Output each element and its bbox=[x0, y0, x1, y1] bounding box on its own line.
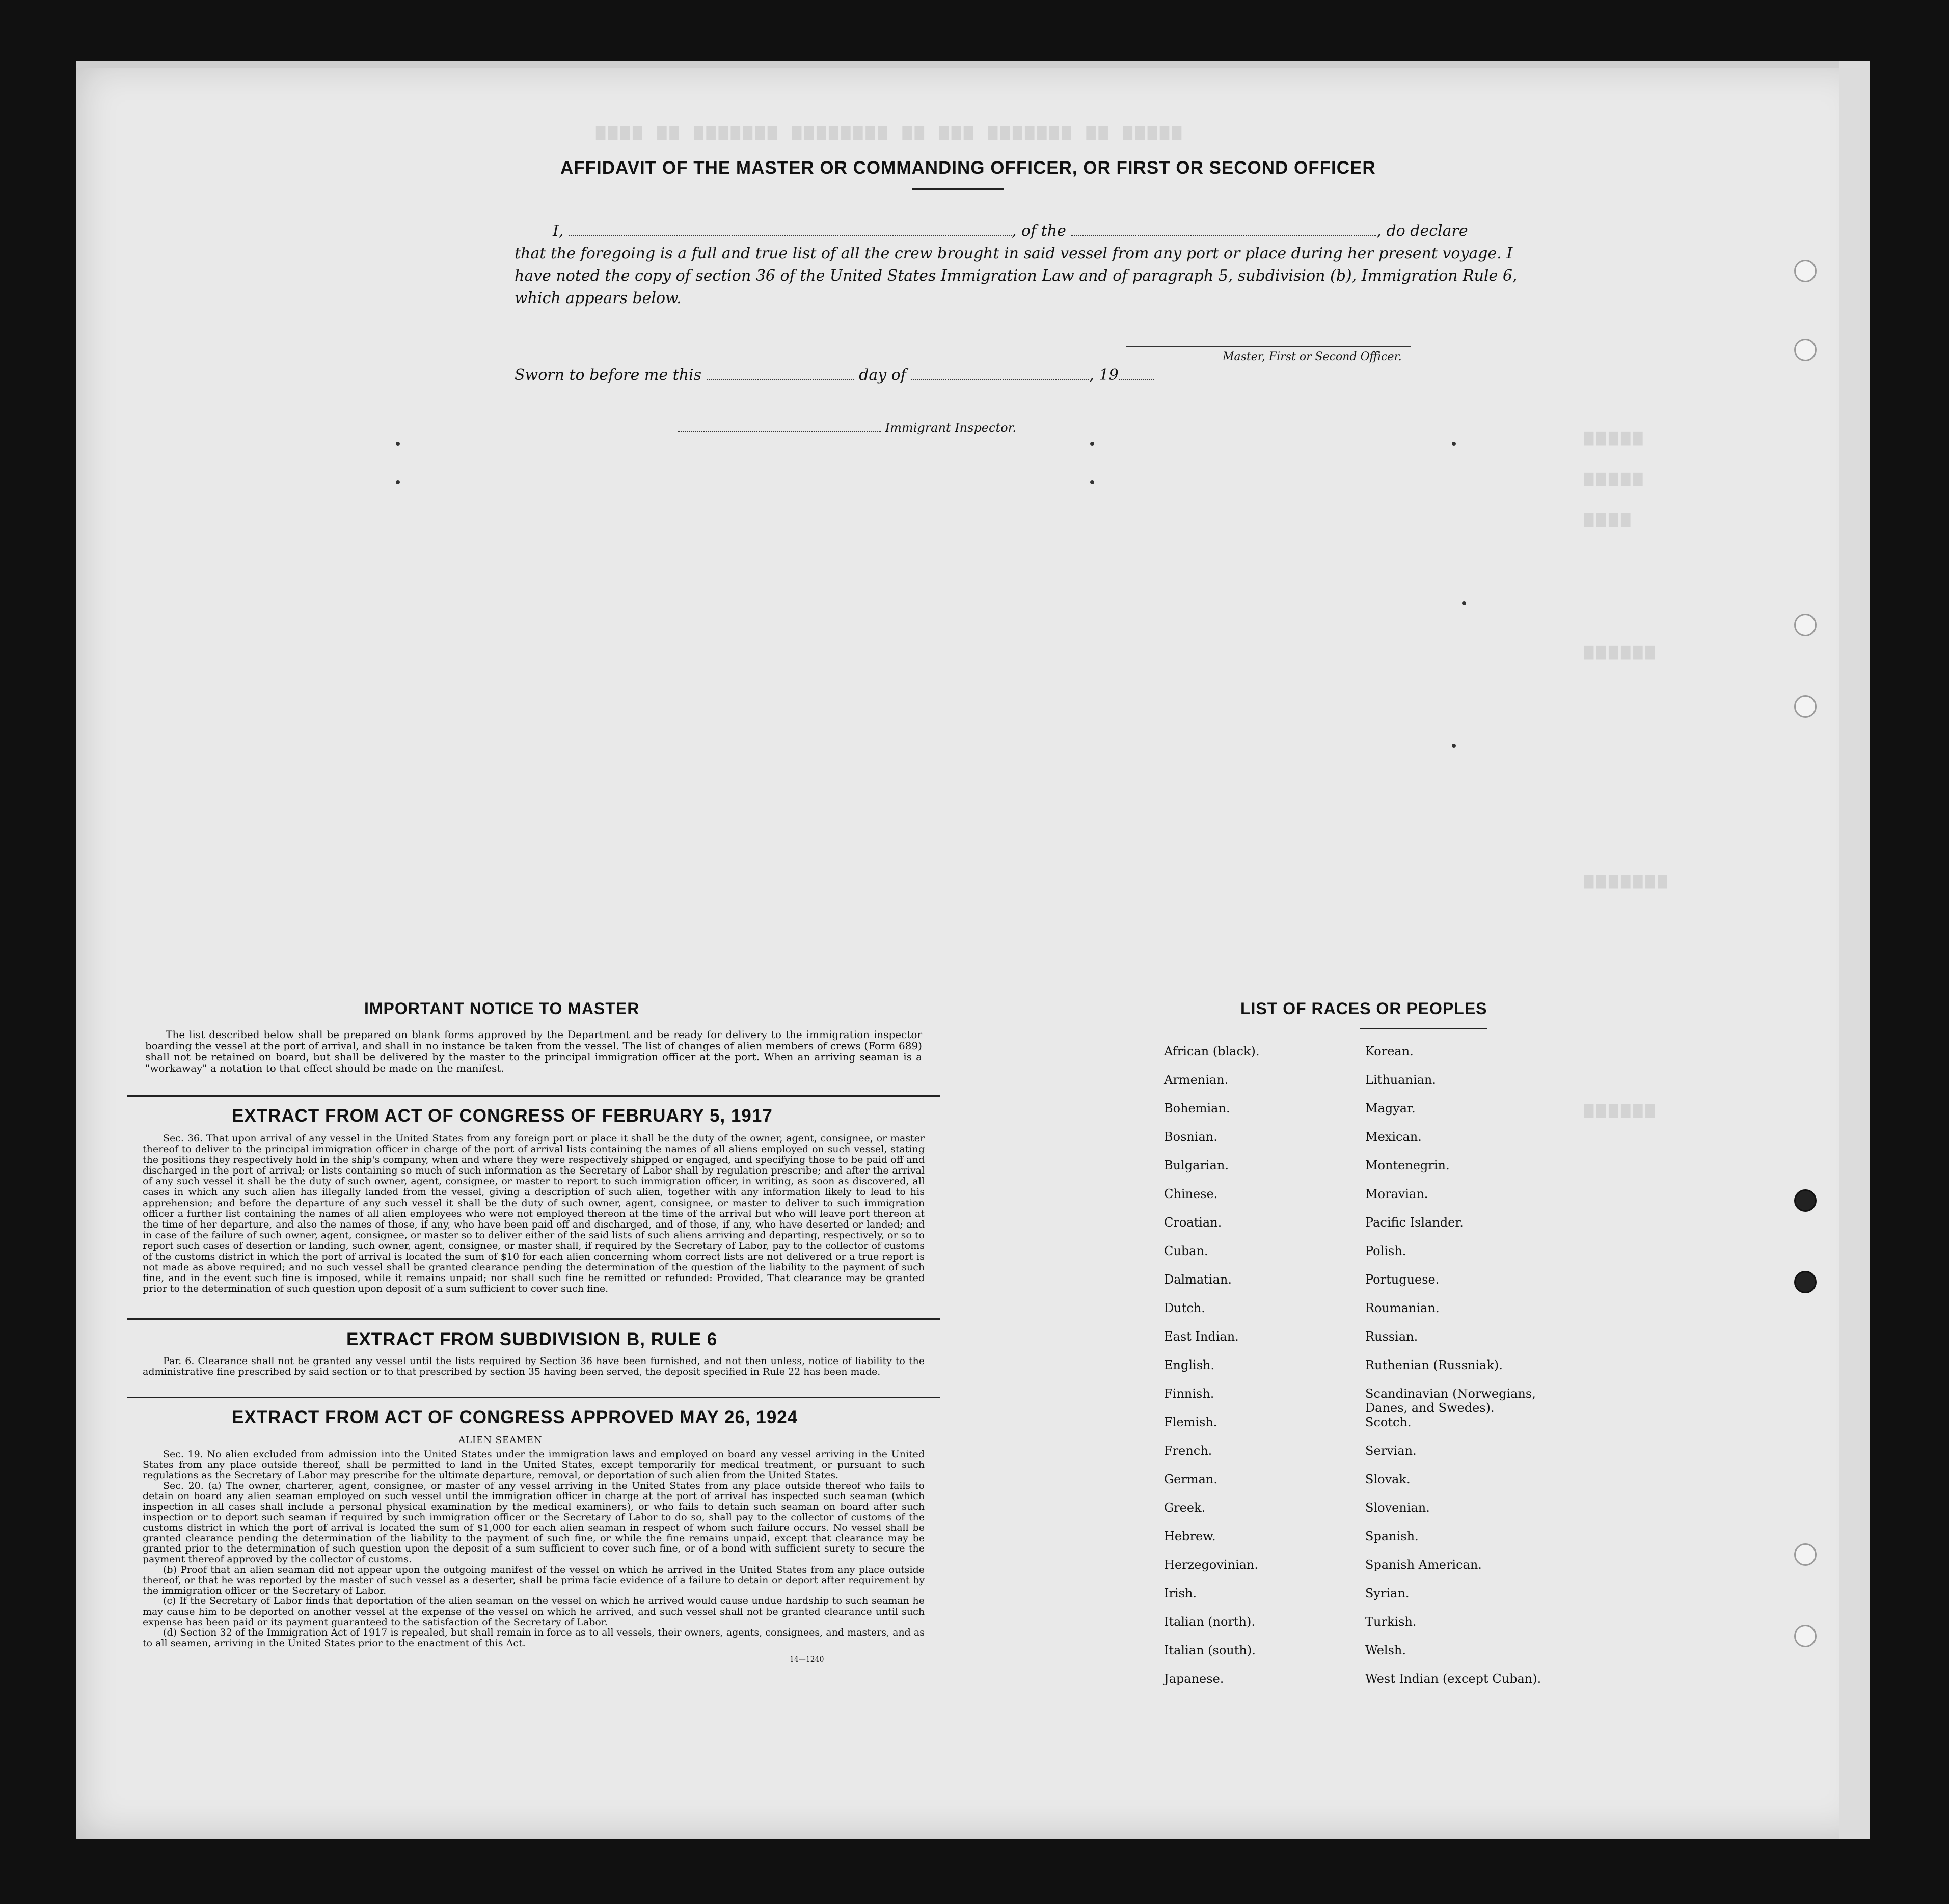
race-item: Slovenian. bbox=[1365, 1501, 1430, 1515]
signature-line[interactable] bbox=[1126, 346, 1411, 347]
officer-name-field[interactable] bbox=[569, 222, 1012, 236]
binder-hole bbox=[1794, 260, 1817, 282]
paper-edge-right bbox=[1839, 61, 1870, 1839]
binder-hole bbox=[1794, 339, 1817, 361]
race-item: Russian. bbox=[1365, 1329, 1418, 1344]
extract-1917-title: EXTRACT FROM ACT OF CONGRESS OF FEBRUARY 5, 1917 bbox=[232, 1106, 773, 1126]
race-item: Spanish. bbox=[1365, 1529, 1419, 1543]
extract-1924-body bbox=[143, 1449, 925, 1648]
extract-1924-subtitle: ALIEN SEAMEN bbox=[458, 1435, 543, 1446]
race-item: African (black). bbox=[1164, 1044, 1260, 1058]
stray-mark bbox=[1452, 442, 1456, 446]
binder-hole bbox=[1794, 1271, 1817, 1293]
notice-title: IMPORTANT NOTICE TO MASTER bbox=[364, 999, 640, 1018]
declaration-text: that the foregoing is a full and true list of all the crew brought in said vessel from any port or place during her present voyage. I have noted the copy of section 36 of the United States Immigration Law and of paragraph 5, subdivision (b), Immigration Rule 6, which appears below. bbox=[515, 244, 1518, 307]
bleed-through-row: ▆▆▆▆▆▆▆ bbox=[1584, 871, 1670, 889]
vessel-name-field[interactable] bbox=[1071, 222, 1376, 236]
stray-mark bbox=[1090, 442, 1094, 446]
race-item: Moravian. bbox=[1365, 1187, 1428, 1201]
declare-end-label: , do declare bbox=[1376, 222, 1468, 240]
binder-hole bbox=[1794, 1189, 1817, 1212]
race-item: Armenian. bbox=[1164, 1073, 1229, 1087]
declare-of-label: , of the bbox=[1011, 222, 1066, 240]
race-item: Irish. bbox=[1164, 1586, 1197, 1600]
stray-mark bbox=[1452, 744, 1456, 748]
bleed-through-row: ▆▆▆▆▆▆ bbox=[1584, 1100, 1658, 1118]
section-19: Sec. 19. No alien excluded from admission into the United States under the immigration laws and employed on board any vessel arriving in the United States from any place outside thereof, shall be permitted to land in the United States, except temporarily for medical treatment, or pursuant to such regulations as the Secretary of Labor may prescribe for the ultimate departure, removal, or deportation of such alien from the United States. bbox=[143, 1449, 925, 1481]
race-item: Dalmatian. bbox=[1164, 1272, 1232, 1287]
document-page bbox=[76, 61, 1870, 1839]
race-item: Polish. bbox=[1365, 1244, 1406, 1258]
race-item: Syrian. bbox=[1365, 1586, 1410, 1600]
race-item: Turkish. bbox=[1365, 1615, 1417, 1629]
race-item: Cuban. bbox=[1164, 1244, 1208, 1258]
race-item: Ruthenian (Russniak). bbox=[1365, 1358, 1503, 1372]
race-item: German. bbox=[1164, 1472, 1217, 1486]
sworn-year-prefix: , 19 bbox=[1089, 366, 1119, 384]
race-item: Lithuanian. bbox=[1365, 1073, 1437, 1087]
bleed-through-row: ▆▆▆▆▆▆ bbox=[1584, 642, 1658, 660]
race-item: Scandinavian (Norwegians, Danes, and Swedes). bbox=[1365, 1386, 1536, 1415]
sworn-prefix: Sworn to before me this bbox=[515, 366, 702, 384]
race-item: Bosnian. bbox=[1164, 1130, 1217, 1144]
bleed-through-row: ▆▆▆▆▆ bbox=[1584, 428, 1646, 446]
race-item: West Indian (except Cuban). bbox=[1365, 1672, 1541, 1686]
binder-hole bbox=[1794, 1543, 1817, 1566]
race-item: Pacific Islander. bbox=[1365, 1215, 1464, 1230]
race-item: Italian (south). bbox=[1164, 1643, 1256, 1657]
race-item: Finnish. bbox=[1164, 1386, 1214, 1401]
race-item: French. bbox=[1164, 1444, 1212, 1458]
race-item: Chinese. bbox=[1164, 1187, 1218, 1201]
race-item: Greek. bbox=[1164, 1501, 1206, 1515]
race-item: Welsh. bbox=[1365, 1643, 1406, 1657]
race-item: Dutch. bbox=[1164, 1301, 1205, 1315]
race-item: Flemish. bbox=[1164, 1415, 1217, 1429]
races-title: LIST OF RACES OR PEOPLES bbox=[1240, 999, 1487, 1018]
affidavit-title: AFFIDAVIT OF THE MASTER OR COMMANDING OFFICER, OR FIRST OR SECOND OFFICER bbox=[560, 158, 1376, 178]
extract-1924-title: EXTRACT FROM ACT OF CONGRESS APPROVED MAY 26, 1924 bbox=[232, 1407, 798, 1427]
race-item: Italian (north). bbox=[1164, 1615, 1256, 1629]
stray-mark bbox=[1462, 601, 1466, 605]
extract-1917-body: Sec. 36. That upon arrival of any vessel in the United States from any foreign port or place it shall be the duty of the owner, agent, consignee, or master thereof to deliver to the principal immigration officer in charge of the port of arrival lists containing the names of all aliens employed on such vessel, stating the positions they respectively hold in the ship's company, when and where they were respectively shipped or engaged, and specifying those to be paid off and discharged in the port of arrival; or lists containing so much of such information as the Secretary of Labor shall by regulation prescribe; and after the arrival of any such vessel it shall be the duty of such owner, agent, consignee, or master to report to such immigration officer, in writing, as soon as discovered, all cases in which any such alien has illegally landed from the vessel, giving a description of such alien, together with any information likely to lead to his apprehension; and before the departure of any such vessel it shall be the duty of such owner, agent, consignee, or master to deliver to such immigration officer a further list containing the names of all alien employees who were not employed thereon at the time of the arrival but who will leave port thereon at the time of her departure, and also the names of those, if any, who have been paid off and discharged, and of those, if any, who have deserted or landed; and in case of the failure of such owner, agent, consignee, or master so to deliver either of the said lists of such aliens arriving and departing, respectively, or so to report such cases of desertion or landing, such owner, agent, consignee, or master shall, if required by the Secretary of Labor, pay to the collector of customs of the customs district in which the port of arrival is located the sum of $10 for each alien concerning whom correct lists are not delivered or a true report is not made as above required; and no such vessel shall be granted clearance pending the determination of the question of the liability to the payment of such fine, and in the event such fine is imposed, while it remains unpaid; nor shall such fine be remitted or refunded: Provided, That clearance may be granted prior to the determination of such question upon deposit of a sum sufficient to cover such fine. bbox=[143, 1133, 925, 1295]
races-column-1 bbox=[1164, 1044, 1259, 1700]
race-item: Bulgarian. bbox=[1164, 1158, 1229, 1173]
race-item: Magyar. bbox=[1365, 1101, 1416, 1116]
section-20a: Sec. 20. (a) The owner, charterer, agent, consignee, or master of any vessel arriving in the United States from any place outside thereof who fails to detain on board any alien seaman employed on such vessel until the immigration officer in charge at the port of arrival has inspected such seaman (which inspection in all cases shall include a personal physical examination by the medical examiners), or who fails to detain such seaman on board after such inspection or to deport such seaman if required by such immigration officer or the Secretary of Labor to do so, shall pay to the collector of customs of the customs district in which the port of arrival is located the sum of $1,000 for each alien seaman in respect of whom such failure occurs. No vessel shall be granted clearance pending the determination of the liability to the payment of such fine, or while the fine remains unpaid, except that clearance may be granted prior to the determination of such question upon the deposit of a sum sufficient to cover such fine, or of a bond with sufficient surety to secure the payment thereof approved by the collector of customs. bbox=[143, 1480, 925, 1565]
bleed-through-row: ▆▆▆▆ ▆▆ ▆▆▆▆▆▆▆ ▆▆▆▆▆▆▆▆ ▆▆ ▆▆▆ ▆▆▆▆▆▆▆ ▆▆ ▆▆▆▆▆ bbox=[596, 122, 1184, 140]
title-underline bbox=[912, 188, 1004, 190]
extract-rule6-body: Par. 6. Clearance shall not be granted any vessel until the lists required by Section 36 have been furnished, and not then unless, notice of liability to the administrative fine prescribed by said section or to that prescribed by section 35 having been served, the deposit specified in Rule 22 has been made. bbox=[143, 1355, 925, 1377]
race-item: English. bbox=[1164, 1358, 1215, 1372]
section-20c: (c) If the Secretary of Labor finds that deportation of the alien seaman on the vessel on which he arrived would cause undue hardship to such seaman he may cause him to be deported on another vessel at the expense of the vessel on which he arrived, and such vessel shall not be granted clearance until such expense has been paid or its payment guaranteed to the satisfaction of the Secretary of Labor. bbox=[143, 1595, 925, 1628]
race-item: Korean. bbox=[1365, 1044, 1414, 1058]
races-column-2 bbox=[1365, 1044, 1541, 1700]
stray-mark bbox=[1090, 480, 1094, 484]
section-divider bbox=[127, 1318, 940, 1320]
race-item: Croatian. bbox=[1164, 1215, 1222, 1230]
bleed-through-row: ▆▆▆▆ bbox=[1584, 509, 1634, 527]
sworn-day-of: day of bbox=[859, 366, 906, 384]
race-item: Roumanian. bbox=[1365, 1301, 1440, 1315]
title-underline bbox=[1360, 1028, 1487, 1029]
affidavit-declaration bbox=[515, 220, 1528, 310]
section-20b: (b) Proof that an alien seaman did not appear upon the outgoing manifest of the vessel on which he arrived in the United States from any place outside thereof, or that he was reported by the master of such vessel as a deserter, shall be prima facie evidence of a failure to detain or deport after requirement by the immigration officer or the Secretary of Labor. bbox=[143, 1564, 925, 1596]
race-item: Portuguese. bbox=[1365, 1272, 1440, 1287]
binder-hole bbox=[1794, 695, 1817, 718]
sworn-day-field[interactable] bbox=[707, 366, 854, 380]
section-divider bbox=[127, 1397, 940, 1398]
sworn-month-field[interactable] bbox=[911, 366, 1089, 380]
binder-hole bbox=[1794, 614, 1817, 636]
binder-hole bbox=[1794, 1625, 1817, 1647]
race-item: Servian. bbox=[1365, 1444, 1417, 1458]
paper-edge-top bbox=[76, 61, 1870, 68]
extract-rule6-title: EXTRACT FROM SUBDIVISION B, RULE 6 bbox=[346, 1329, 718, 1349]
stray-mark bbox=[396, 480, 400, 484]
section-20d: (d) Section 32 of the Immigration Act of 1917 is repealed, but shall remain in force as to all vessels, their owners, agents, consignees, and masters, and as to all seamen, arriving in the United States prior to the enactment of this Act. bbox=[143, 1627, 925, 1649]
race-item: Scotch. bbox=[1365, 1415, 1412, 1429]
race-item: Mexican. bbox=[1365, 1130, 1422, 1144]
signature-caption: Master, First or Second Officer. bbox=[1223, 350, 1402, 363]
inspector-caption: Immigrant Inspector. bbox=[885, 421, 1017, 435]
inspector-signature bbox=[678, 418, 1016, 435]
race-item: Spanish American. bbox=[1365, 1558, 1482, 1572]
notice-body: The list described below shall be prepared on blank forms approved by the Department and be ready for delivery to the immigration inspector boarding the vessel at the port of arrival, and shall in no instance be taken from the vessel. The list of changes of alien members of crews (Form 689) shall not be retained on board, but shall be delivered by the master to the principal immigration officer at the port. When an arriving seaman is a "workaway" a notation to that effect should be made on the manifest. bbox=[145, 1028, 922, 1074]
inspector-signature-field[interactable] bbox=[678, 418, 881, 432]
stray-mark bbox=[396, 442, 400, 446]
race-item: East Indian. bbox=[1164, 1329, 1239, 1344]
section-divider bbox=[127, 1095, 940, 1097]
race-item: Japanese. bbox=[1164, 1672, 1224, 1686]
race-item: Herzegovinian. bbox=[1164, 1558, 1259, 1572]
race-item: Slovak. bbox=[1365, 1472, 1411, 1486]
sworn-year-field[interactable] bbox=[1119, 366, 1154, 380]
race-item: Hebrew. bbox=[1164, 1529, 1216, 1543]
race-item: Montenegrin. bbox=[1365, 1158, 1450, 1173]
declare-i-label: I, bbox=[553, 222, 564, 240]
form-number: 14—1240 bbox=[790, 1655, 824, 1664]
sworn-statement bbox=[515, 366, 1154, 384]
race-item: Bohemian. bbox=[1164, 1101, 1230, 1116]
bleed-through-row: ▆▆▆▆▆ bbox=[1584, 469, 1646, 486]
